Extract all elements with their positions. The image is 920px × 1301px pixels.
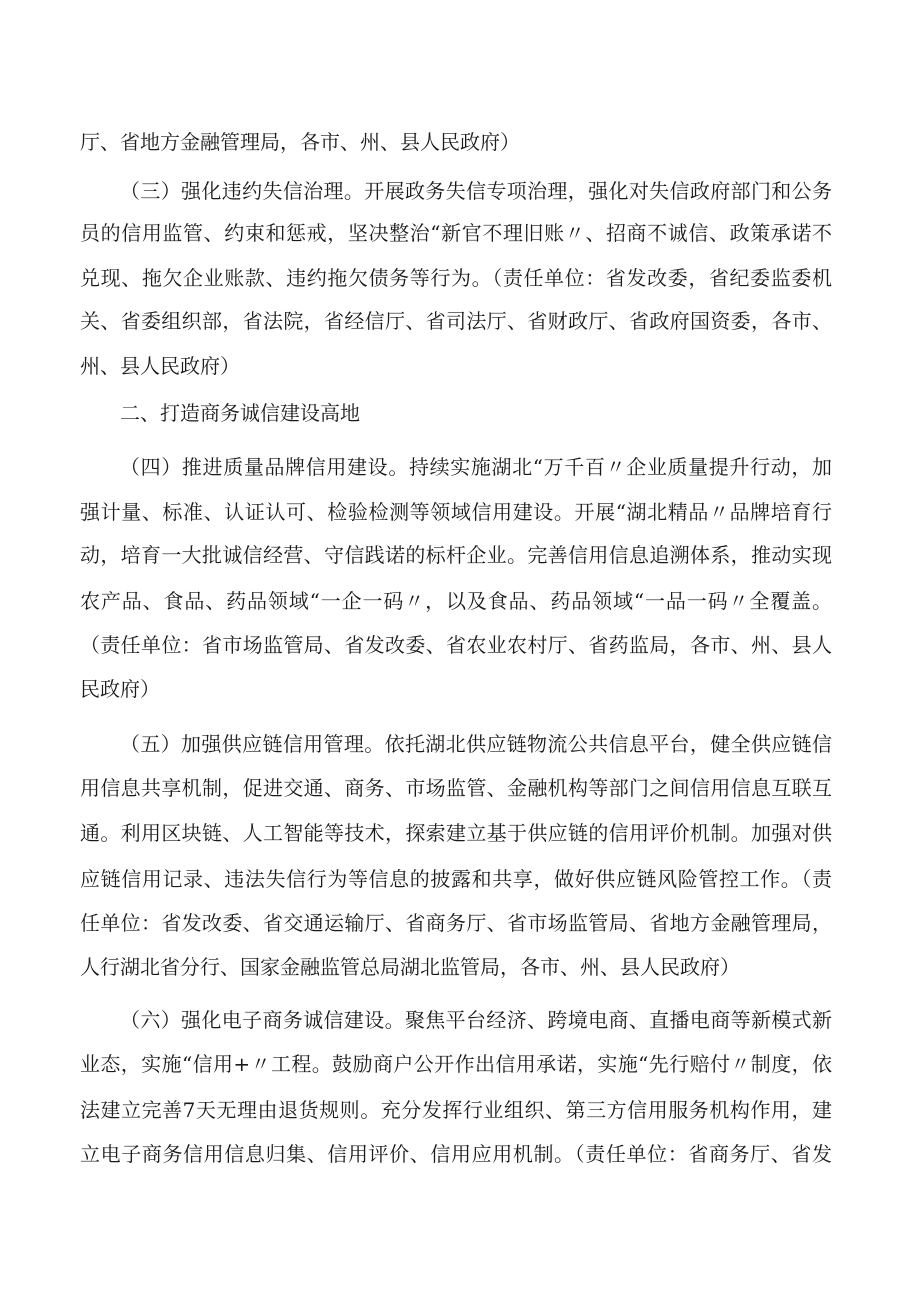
paragraph-6-line: 业态，实施“信用+〃工程。鼓励商户公开作出信用承诺，实施“先行赔付〃制度，依 [80, 1052, 832, 1076]
paragraph-5-line: 任单位：省发改委、省交通运输厅、省商务厅、省市场监管局、省地方金融管理局， [80, 911, 832, 935]
paragraph-5-line: 人行湖北省分行、国家金融监管总局湖北监管局，各市、州、县人民政府） [80, 955, 740, 979]
paragraph-3-line: 员的信用监管、约束和惩戒，坚决整治“新官不理旧账〃、招商不诚信、政策承诺不 [80, 221, 832, 245]
paragraph-6-line: 法建立完善7天无理由退货规则。充分发挥行业组织、第三方信用服务机构作用，建 [80, 1098, 832, 1122]
paragraph-4-line: 民政府） [80, 677, 160, 701]
paragraph-3-line: 州、县人民政府） [80, 354, 240, 378]
paragraph-4-line: （四）推进质量品牌信用建设。持续实施湖北“万千百〃企业质量提升行动，加 [120, 455, 832, 479]
paragraph-4-line: （责任单位：省市场监管局、省发改委、省农业农村厅、省药监局，各市、州、县人 [80, 633, 832, 657]
paragraph-5-line: 用信息共享机制，促进交通、商务、市场监管、金融机构等部门之间信用信息互联互 [80, 776, 832, 800]
paragraph-6-line: （六）强化电子商务诚信建设。聚焦平台经济、跨境电商、直播电商等新模式新 [120, 1008, 832, 1032]
paragraph-5-line: 通。利用区块链、人工智能等技术，探索建立基于供应链的信用评价机制。加强对供 [80, 821, 832, 845]
paragraph-4-line: 农产品、食品、药品领域“一企一码〃，以及食品、药品领域“一品一码〃全覆盖。 [80, 589, 832, 613]
section-heading: 二、打造商务诚信建设高地 [120, 401, 360, 425]
paragraph-5-line: 应链信用记录、违法失信行为等信息的披露和共享，做好供应链风险管控工作。（责 [80, 867, 832, 891]
paragraph-6-line: 立电子商务信用信息归集、信用评价、信用应用机制。（责任单位：省商务厅、省发 [80, 1142, 832, 1166]
paragraph-5-line: （五）加强供应链信用管理。依托湖北供应链物流公共信息平台，健全供应链信 [120, 732, 832, 756]
paragraph-3-line: 关、省委组织部，省法院，省经信厅、省司法厅、省财政厅、省政府国资委，各市、 [80, 309, 832, 333]
paragraph-4-line: 动，培育一大批诚信经营、守信践诺的标杆企业。完善信用信息追溯体系，推动实现 [80, 543, 832, 567]
paragraph-4-line: 强计量、标准、认证认可、检验检测等领域信用建设。开展“湖北精品〃品牌培育行 [80, 500, 832, 524]
paragraph-3-line: 兑现、拖欠企业账款、违约拖欠债务等行为。（责任单位：省发改委，省纪委监委机 [80, 266, 832, 290]
paragraph-3-line: （三）强化违约失信治理。开展政务失信专项治理，强化对失信政府部门和公务 [120, 179, 832, 203]
text-line: 厅、省地方金融管理局，各市、州、县人民政府） [80, 130, 520, 154]
